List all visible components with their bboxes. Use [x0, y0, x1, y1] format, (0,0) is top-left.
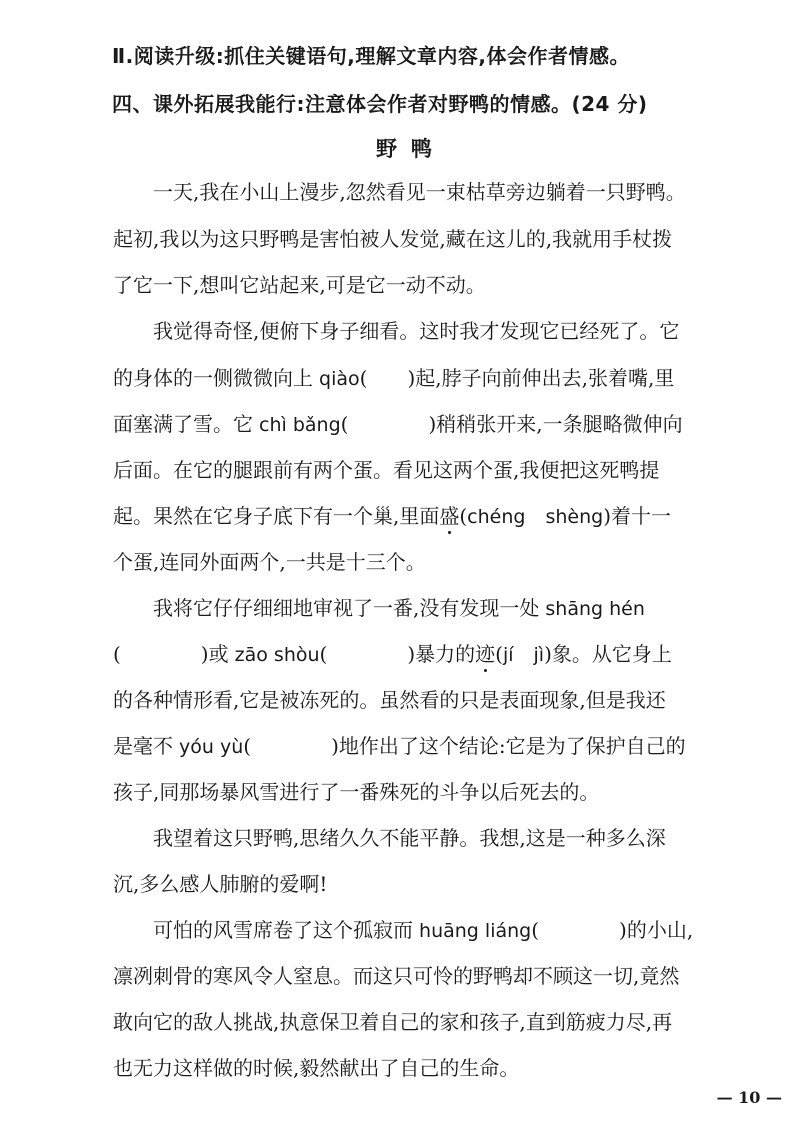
passage-line: 一天,我在小山上漫步,忽然看见一束枯草旁边躺着一只野鸭。 [113, 180, 686, 204]
passage-line: 敢向它的敌人挑战,执意保卫着自己的家和孩子,直到筋疲力尽,再 [113, 1010, 673, 1034]
passage-line: 沉,多么感人肺腑的爱啊! [113, 872, 328, 896]
passage-line-with-pinyin-blank: 可怕的风雪席卷了这个孤寂而 huāng liáng( )的小山, [113, 918, 694, 942]
passage-line: 孩子,同那场暴风雪进行了一番殊死的斗争以后死去的。 [113, 780, 600, 804]
passage-line: 了它一下,想叫它站起来,可是它一动不动。 [113, 273, 486, 297]
page-number: — 10 — [716, 1088, 782, 1107]
emphasis-dot-char: 迹 [475, 642, 496, 666]
section-heading-extension-task: 四、课外拓展我能行:注意体会作者对野鸭的情感。(24 分) [112, 92, 648, 116]
passage-line-with-pinyin-blank: ( )或 zāo shòu( )暴力的迹(jí jì)象。从它身上 [113, 642, 672, 666]
passage-line: 凛冽刺骨的寒风令人窒息。而这只可怜的野鸭却不顾这一切,竟然 [113, 964, 680, 988]
passage-line: 起初,我以为这只野鸭是害怕被人发觉,藏在这儿的,我就用手杖拨 [113, 227, 673, 251]
section-heading-reading-upgrade: Ⅱ.阅读升级:抓住关键语句,理解文章内容,体会作者情感。 [112, 44, 630, 68]
passage-line-with-pinyin-blank: 的身体的一侧微微向上 qiào( )起,脖子向前伸出去,张着嘴,里 [113, 366, 675, 390]
passage-line: 我望着这只野鸭,思绪久久不能平静。我想,这是一种多么深 [113, 826, 666, 850]
passage-title: 野鸭 [376, 137, 446, 161]
passage-line: 也无力这样做的时候,毅然献出了自己的生命。 [113, 1056, 520, 1080]
passage-line-with-polyphone-choice: 起。果然在它身子底下有一个巢,里面盛(chéng shèng)着十一 [113, 504, 671, 528]
emphasis-dot-char: 盛 [439, 504, 460, 528]
passage-line: 的各种情形看,它是被冻死的。虽然看的只是表面现象,但是我还 [113, 688, 666, 712]
passage-line-with-pinyin-blank: 我将它仔仔细细地审视了一番,没有发现一处 shāng hén [113, 596, 645, 620]
passage-line-with-pinyin-blank: 是毫不 yóu yù( )地作出了这个结论:它是为了保护自己的 [113, 734, 686, 758]
passage-line: 后面。在它的腿跟前有两个蛋。看见这两个蛋,我便把这死鸭提 [113, 458, 660, 482]
passage-line: 个蛋,连同外面两个,一共是十三个。 [113, 550, 426, 574]
passage-line-with-pinyin-blank: 面塞满了雪。它 chì bǎng( )稍稍张开来,一条腿略微伸向 [113, 412, 683, 436]
passage-line: 我觉得奇怪,便俯下身子细看。这时我才发现它已经死了。它 [113, 319, 680, 343]
